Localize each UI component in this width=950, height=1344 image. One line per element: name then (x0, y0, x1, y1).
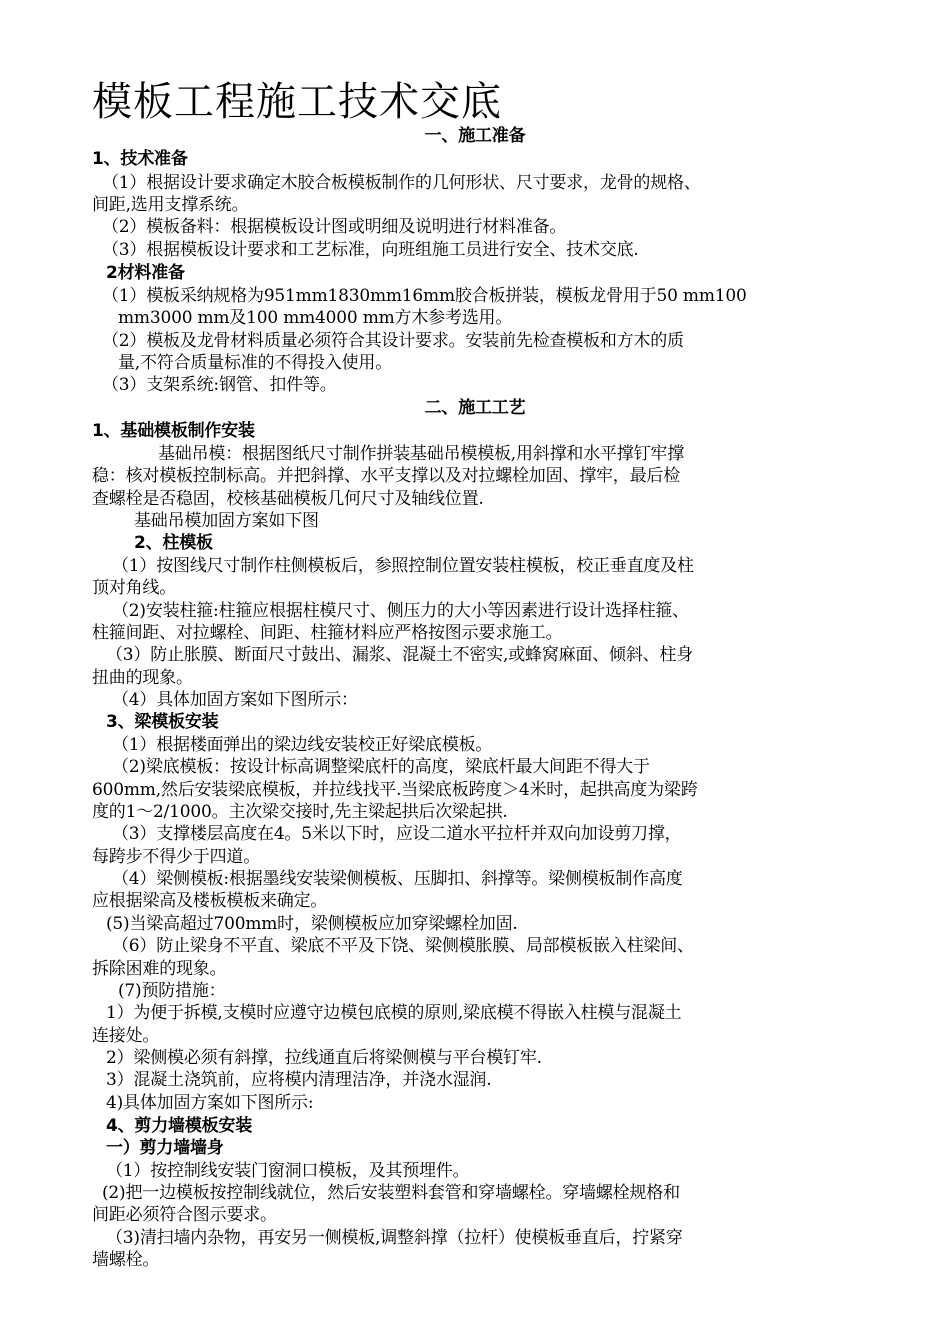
paragraph-line: 基础吊模加固方案如下图 (134, 511, 319, 531)
paragraph-line: 4)具体加固方案如下图所示: (106, 1093, 314, 1113)
document-title: 模板工程施工技术交底 (92, 79, 502, 125)
paragraph-line: 顶对角线。 (92, 578, 176, 598)
paragraph-line: 查螺栓是否稳固，校核基础模板几何尺寸及轴线位置. (92, 489, 484, 509)
paragraph-line: 量,不符合质量标准的不得投入使用。 (118, 353, 393, 373)
paragraph-line: （3）支撑楼层高度在4。5米以下时，应设二道水平拉杆并双向加设剪刀撑， (112, 824, 682, 844)
paragraph-line: （3）防止胀膜、断面尺寸鼓出、漏浆、混凝土不密实,或蜂窝麻面、倾斜、柱身 (106, 645, 694, 665)
paragraph-line: 墙螺栓。 (92, 1250, 160, 1270)
section-heading-process: 二、施工工艺 (424, 398, 526, 418)
paragraph-line: （1）模板采纳规格为951mm1830mm16mm胶合板拼装，模板龙骨用于50 mm100 (102, 286, 747, 306)
paragraph-line: （2）模板及龙骨材料质量必须符合其设计要求。安装前先检查模板和方木的质 (102, 331, 684, 351)
paragraph-line: 间距必须符合图示要求。 (92, 1205, 277, 1225)
paragraph-line: （4）梁侧模板:根据墨线安装梁侧模板、压脚扣、斜撑等。梁侧模板制作高度 (112, 869, 683, 889)
paragraph-line: 间距,选用支撑系统。 (92, 195, 249, 215)
paragraph-line: (5)当梁高超过700mm时，梁侧模板应加穿梁螺栓加固. (106, 914, 518, 934)
subheading-column-formwork: 2、柱模板 (134, 533, 213, 553)
subheading-foundation-formwork: 1、基础模板制作安装 (92, 421, 255, 441)
paragraph-line: （1）按控制线安装门窗洞口模板，及其预埋件。 (106, 1161, 470, 1181)
paragraph-line: 稳：核对模板控制标高。并把斜撑、水平支撑以及对拉螺栓加固、撑牢，最后检 (92, 466, 680, 486)
paragraph-line: （3）根据模板设计要求和工艺标准，向班组施工员进行安全、技术交底. (102, 240, 639, 260)
paragraph-line: 2）梁侧模必须有斜撑，拉线通直后将梁侧模与平台模钉牢. (106, 1048, 542, 1068)
paragraph-line: （3）支架系统:钢管、扣件等。 (102, 375, 337, 395)
paragraph-line: （1）按图线尺寸制作柱侧模板后，参照控制位置安装柱模板，校正垂直度及柱 (112, 556, 694, 576)
subheading-shear-wall-formwork: 4、剪力墙模板安装 (106, 1116, 253, 1136)
paragraph-line: mm3000 mm及100 mm4000 mm方木参考选用。 (118, 308, 513, 328)
paragraph-line: （2)安装柱箍:柱箍应根据柱模尺寸、侧压力的大小等因素进行设计选择柱箍、 (112, 601, 689, 621)
paragraph-line: （6）防止梁身不平直、梁底不平及下饶、梁侧模胀膜、局部模板嵌入柱梁间、 (112, 936, 694, 956)
paragraph-line: 600mm,然后安装梁底模板，并拉线找平.当梁底板跨度＞4米时，起拱高度为梁跨 (92, 780, 698, 800)
paragraph-line: 应根据梁高及楼板模板来确定。 (92, 891, 328, 911)
section-heading-preparation: 一、施工准备 (424, 126, 526, 146)
paragraph-line: 度的1～2/1000。主次梁交接时,先主梁起拱后次梁起拱. (92, 802, 508, 822)
subheading-shear-wall-body: 一）剪力墙墙身 (106, 1138, 224, 1158)
paragraph-line: 柱箍间距、对拉螺栓、间距、柱箍材料应严格按图示要求施工。 (92, 623, 563, 643)
subheading-technical-prep: 1、技术准备 (92, 149, 188, 169)
paragraph-line: 每跨步不得少于四道。 (92, 847, 260, 867)
paragraph-line: 基础吊模：根据图纸尺寸制作拼装基础吊模模板,用斜撑和水平撑钉牢撑 (158, 444, 685, 464)
paragraph-line: （2）模板备料：根据模板设计图或明细及说明进行材料准备。 (102, 217, 567, 237)
paragraph-line: （1）根据设计要求确定木胶合板模板制作的几何形状、尺寸要求，龙骨的规格、 (102, 173, 701, 193)
paragraph-line: (2)把一边模板按控制线就位，然后安装塑料套管和穿墙螺栓。穿墙螺栓规格和 (102, 1183, 680, 1203)
paragraph-line: （2)梁底模板：按设计标高调整梁底杆的高度，梁底杆最大间距不得大于 (112, 757, 650, 777)
subheading-beam-formwork: 3、梁模板安装 (106, 712, 219, 732)
subheading-material-prep: 2材料准备 (106, 263, 185, 283)
paragraph-line: 1）为便于拆模,支模时应遵守边模包底模的原则,梁底模不得嵌入柱模与混凝土 (106, 1003, 682, 1023)
paragraph-line: （3)清扫墙内杂物，再安另一侧模板,调整斜撑（拉杆）使模板垂直后，拧紧穿 (106, 1228, 683, 1248)
paragraph-line: 扭曲的现象。 (92, 668, 193, 688)
paragraph-line: (7)预防措施： (118, 981, 226, 1001)
paragraph-line: 拆除困难的现象。 (92, 959, 227, 979)
paragraph-line: （4）具体加固方案如下图所示： (112, 690, 358, 710)
paragraph-line: （1）根据楼面弹出的梁边线安装校正好梁底模板。 (112, 735, 493, 755)
paragraph-line: 3）混凝土浇筑前，应将模内清理洁净，并浇水湿润. (106, 1070, 492, 1090)
paragraph-line: 连接处。 (92, 1026, 160, 1046)
